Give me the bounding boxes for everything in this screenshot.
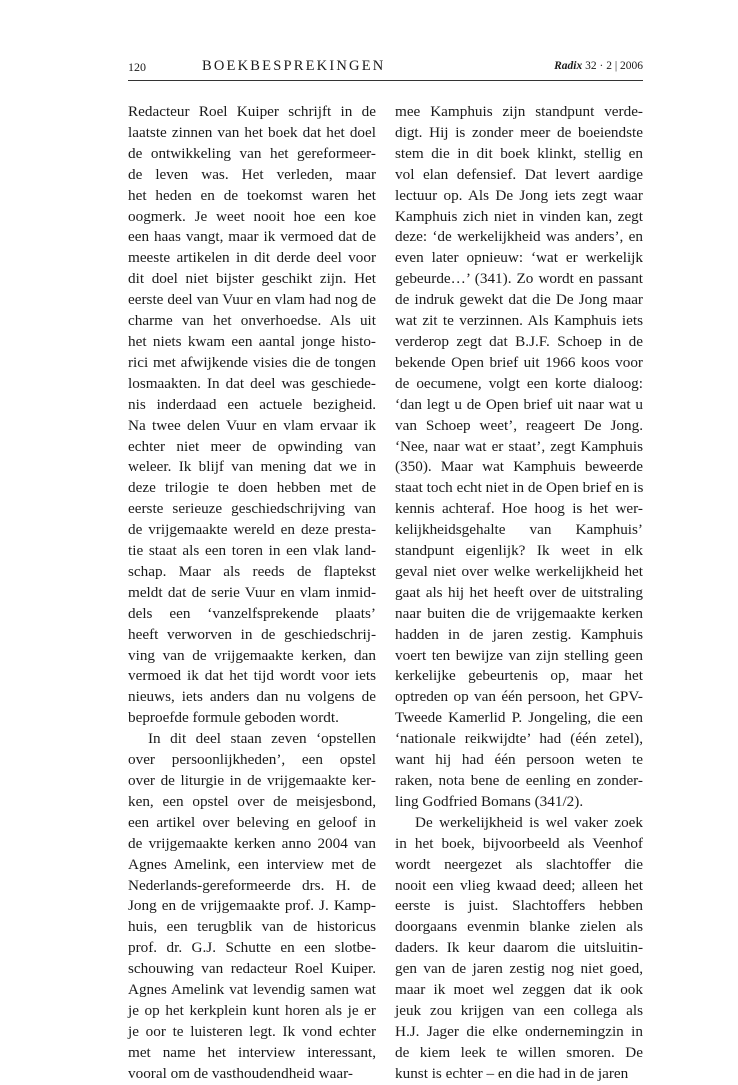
text-line: meeste artikelen in dit derde deel voor bbox=[128, 249, 376, 267]
text-line: over persoonlijkheden’, een opstel bbox=[128, 751, 376, 769]
text-line: de kiem leek te willen smoren. De bbox=[395, 1043, 643, 1061]
text-line: kelijkheidsgehalte van Kamphuis’ bbox=[395, 521, 643, 539]
text-line: Redacteur Roel Kuiper schrijft in de bbox=[128, 103, 376, 120]
text-line: optreden op van één persoon, het GPV- bbox=[395, 688, 643, 706]
text-line: ving van de vrijgemaakte kerken, dan bbox=[128, 646, 376, 664]
text-line: ken, een opstel over de meisjesbond, bbox=[128, 792, 376, 810]
text-line: kerkelijke gebeurtenis op, maar het bbox=[395, 667, 643, 685]
text-line: in het boek, bijvoorbeeld als Veenhof bbox=[395, 834, 643, 852]
text-line: In dit deel staan zeven ‘opstellen bbox=[148, 730, 376, 748]
page-number: 120 bbox=[128, 60, 146, 74]
text-line: laatste zinnen van het boek dat het doel bbox=[128, 123, 376, 141]
text-line: schouwing van redacteur Roel Kuiper. bbox=[128, 960, 376, 978]
text-line: (350). Maar wat Kamphuis beweerde bbox=[395, 458, 643, 476]
text-line: want hij had één persoon weten te bbox=[395, 751, 643, 769]
text-line: daders. Ik keur daarom die uitsluitin- bbox=[395, 939, 643, 957]
text-line: huis, een terugblik van de historicus bbox=[128, 918, 376, 936]
text-line: oogmerk. Je weet nooit hoe een koe bbox=[128, 207, 376, 225]
section-title: BOEKBESPREKINGEN bbox=[202, 58, 386, 74]
text-line: weleer. Ik blijf van mening dat we in bbox=[128, 458, 376, 476]
text-line: met name het interview interessant, bbox=[128, 1043, 376, 1061]
text-line: deze: ‘de werkelijkheid was anders’, en bbox=[395, 228, 643, 246]
text-line: vermoed ik dat het tijd wordt voor iets bbox=[128, 667, 376, 685]
text-line: over de liturgie in de vrijgemaakte ker- bbox=[128, 772, 376, 789]
text-line: beproefde formule geboden wordt. bbox=[128, 709, 339, 727]
text-line: nooit een vlieg kwaad deed; alleen het bbox=[395, 876, 643, 894]
text-line: van Schoep weet’, reageert De Jong. bbox=[395, 416, 643, 434]
text-line: Jong en de vrijgemaakte prof. J. Kamp- bbox=[128, 897, 376, 915]
text-line: digt. Hij is zonder meer de boeiendste bbox=[395, 123, 643, 141]
paragraph bbox=[128, 102, 376, 729]
text-line: geval niet over welke werkelijkheid het bbox=[395, 562, 643, 580]
text-line: schap. Maar als reeds de flaptekst bbox=[128, 562, 376, 580]
text-line: kunst is echter – en die had in de jaren bbox=[395, 1064, 629, 1082]
text-line: eerste is juist. Slachtoffers hebben bbox=[395, 897, 643, 915]
text-line: jeuk zou krijgen van een collega als bbox=[395, 1001, 643, 1019]
text-line: gebeurde…’ (341). Zo wordt en passant bbox=[395, 270, 643, 288]
text-line: tie staat als een toren in een vlak land- bbox=[128, 542, 376, 560]
right-column bbox=[395, 102, 643, 1085]
text-line: meldt dat de serie Vuur en vlam inmid- bbox=[128, 583, 376, 601]
text-line: heeft verworven in de geschiedschrij- bbox=[128, 625, 376, 643]
text-line: H.J. Jager die elke ondernemingzin in bbox=[395, 1022, 643, 1040]
text-line: Agnes Amelink vat levendig samen wat bbox=[128, 981, 376, 999]
text-line: ‘Nee, naar wat er staat’, zegt Kamphuis bbox=[395, 437, 643, 455]
text-line: de ontwikkeling van het gereformeer- bbox=[128, 144, 376, 162]
text-line: Agnes Amelink, een interview met de bbox=[128, 855, 376, 873]
text-line: vooral om de vasthoudendheid waar- bbox=[128, 1064, 353, 1082]
text-line: bekende Open brief uit 1966 koos voor bbox=[395, 353, 643, 371]
text-line: prof. dr. G.J. Schutte en een slotbe- bbox=[128, 939, 376, 957]
journal-issue: 32 · 2 | 2006 bbox=[585, 60, 643, 72]
text-line: Nederlands-gereformeerde drs. H. de bbox=[128, 876, 376, 894]
text-line: verderop zegt dat B.J.F. Schoep in de bbox=[395, 332, 643, 350]
text-line: mee Kamphuis zijn standpunt verde- bbox=[395, 103, 643, 120]
paragraph bbox=[395, 813, 643, 1085]
text-line: je oor te luisteren legt. Ik vond echter bbox=[128, 1022, 376, 1040]
text-line: doorgaans evenmin blanke zielen als bbox=[395, 918, 643, 936]
text-line: staat toch echt niet in de Open brief en is bbox=[395, 479, 644, 497]
left-column bbox=[128, 102, 376, 1085]
paragraph bbox=[395, 102, 643, 813]
text-line: de vrijgemaakte wereld en deze presta- bbox=[128, 521, 376, 539]
text-line: even later opnieuw: ‘wat er werkelijk bbox=[395, 249, 643, 267]
text-line: standpunt eigenlijk? Ik weet in elk bbox=[395, 542, 643, 560]
text-line: Tweede Kamerlid P. Jongeling, die een bbox=[395, 709, 643, 727]
text-line: rici met afwijkende visies die de tongen bbox=[128, 353, 376, 371]
text-line: de oecumene, volgt een korte dialoog: bbox=[395, 374, 643, 392]
text-line: de leven was. Het verleden, maar bbox=[128, 165, 376, 183]
text-line: je op het kerkplein kunt horen als je er bbox=[128, 1001, 376, 1019]
text-line: echter niet meer de opwinding van bbox=[128, 437, 376, 455]
text-line: vol elan defensief. Dat levert aardige bbox=[395, 165, 643, 183]
text-line: een artikel over beleving en geloof in bbox=[128, 813, 376, 831]
text-line: Na twee delen Vuur en vlam ervaar ik bbox=[128, 416, 376, 434]
text-line: losmaakten. In dat deel was geschiede- bbox=[128, 374, 376, 392]
text-line: wat zit te verzinnen. Als Kamphuis iets bbox=[395, 312, 643, 330]
text-line: nis inderdaad een actuele bezigheid. bbox=[128, 395, 376, 413]
text-line: naar buiten die de vrijgemaakte kerken bbox=[395, 604, 643, 622]
running-header bbox=[128, 58, 643, 80]
text-line: de vrijgemaakte kerken anno 2004 van bbox=[128, 834, 376, 852]
text-line: het niets kwam een aantal jonge histo- bbox=[128, 332, 376, 350]
text-line: hadden in de jaren zestig. Kamphuis bbox=[395, 625, 643, 643]
text-line: dit doel niet bijster geschikt zijn. Het bbox=[128, 270, 376, 288]
text-line: ‘nationale reikwijdte’ had (één zetel), bbox=[395, 730, 643, 748]
text-line: dels een ‘vanzelfsprekende plaats’ bbox=[128, 604, 376, 622]
text-line: het heden en de toekomst waren het bbox=[128, 186, 376, 204]
text-line: Kamphuis zich niet in vinden kan, zegt bbox=[395, 207, 643, 225]
text-line: maar ik moet wel zeggen dat ik ook bbox=[395, 981, 643, 999]
text-line: ‘dan legt u de Open brief uit naar wat u bbox=[395, 395, 643, 413]
text-line: charme van het onverhoedse. Als uit bbox=[128, 312, 376, 330]
journal-name: Radix bbox=[554, 60, 583, 72]
text-line: wordt neergezet als slachtoffer die bbox=[395, 855, 643, 873]
text-line: voert ten bewijze van zijn stelling geen bbox=[395, 646, 643, 664]
text-line: een haas vangt, maar ik vermoed dat de bbox=[128, 228, 376, 246]
text-line: lectuur op. Als De Jong iets zegt waar bbox=[395, 186, 643, 204]
text-line: gaat als hij het heeft over de uitstraling bbox=[395, 583, 643, 601]
text-line: de indruk gewekt dat die De Jong maar bbox=[395, 291, 643, 309]
text-line: raken, nota bene de eenling en zonder- bbox=[395, 772, 643, 789]
text-line: gen van de jaren zestig nog niet goed, bbox=[395, 960, 643, 978]
text-line: stem die in dit boek klinkt, stellig en bbox=[395, 144, 643, 162]
text-line: kennis achteraf. Hoe hoog is het wer- bbox=[395, 500, 643, 518]
text-line: De werkelijkheid is wel vaker zoek bbox=[415, 813, 643, 831]
paragraph bbox=[128, 729, 376, 1084]
header-rule bbox=[128, 80, 643, 81]
text-line: ling Godfried Bomans (341/2). bbox=[395, 792, 584, 810]
text-line: deze trilogie te doen hebben met de bbox=[128, 479, 376, 497]
journal-reference bbox=[554, 60, 643, 72]
text-line: eerste serieuze geschiedschrijving van bbox=[128, 500, 376, 518]
text-line: nieuws, iets anders dan nu volgens de bbox=[128, 688, 376, 706]
text-line: eerste deel van Vuur en vlam had nog de bbox=[128, 291, 376, 309]
